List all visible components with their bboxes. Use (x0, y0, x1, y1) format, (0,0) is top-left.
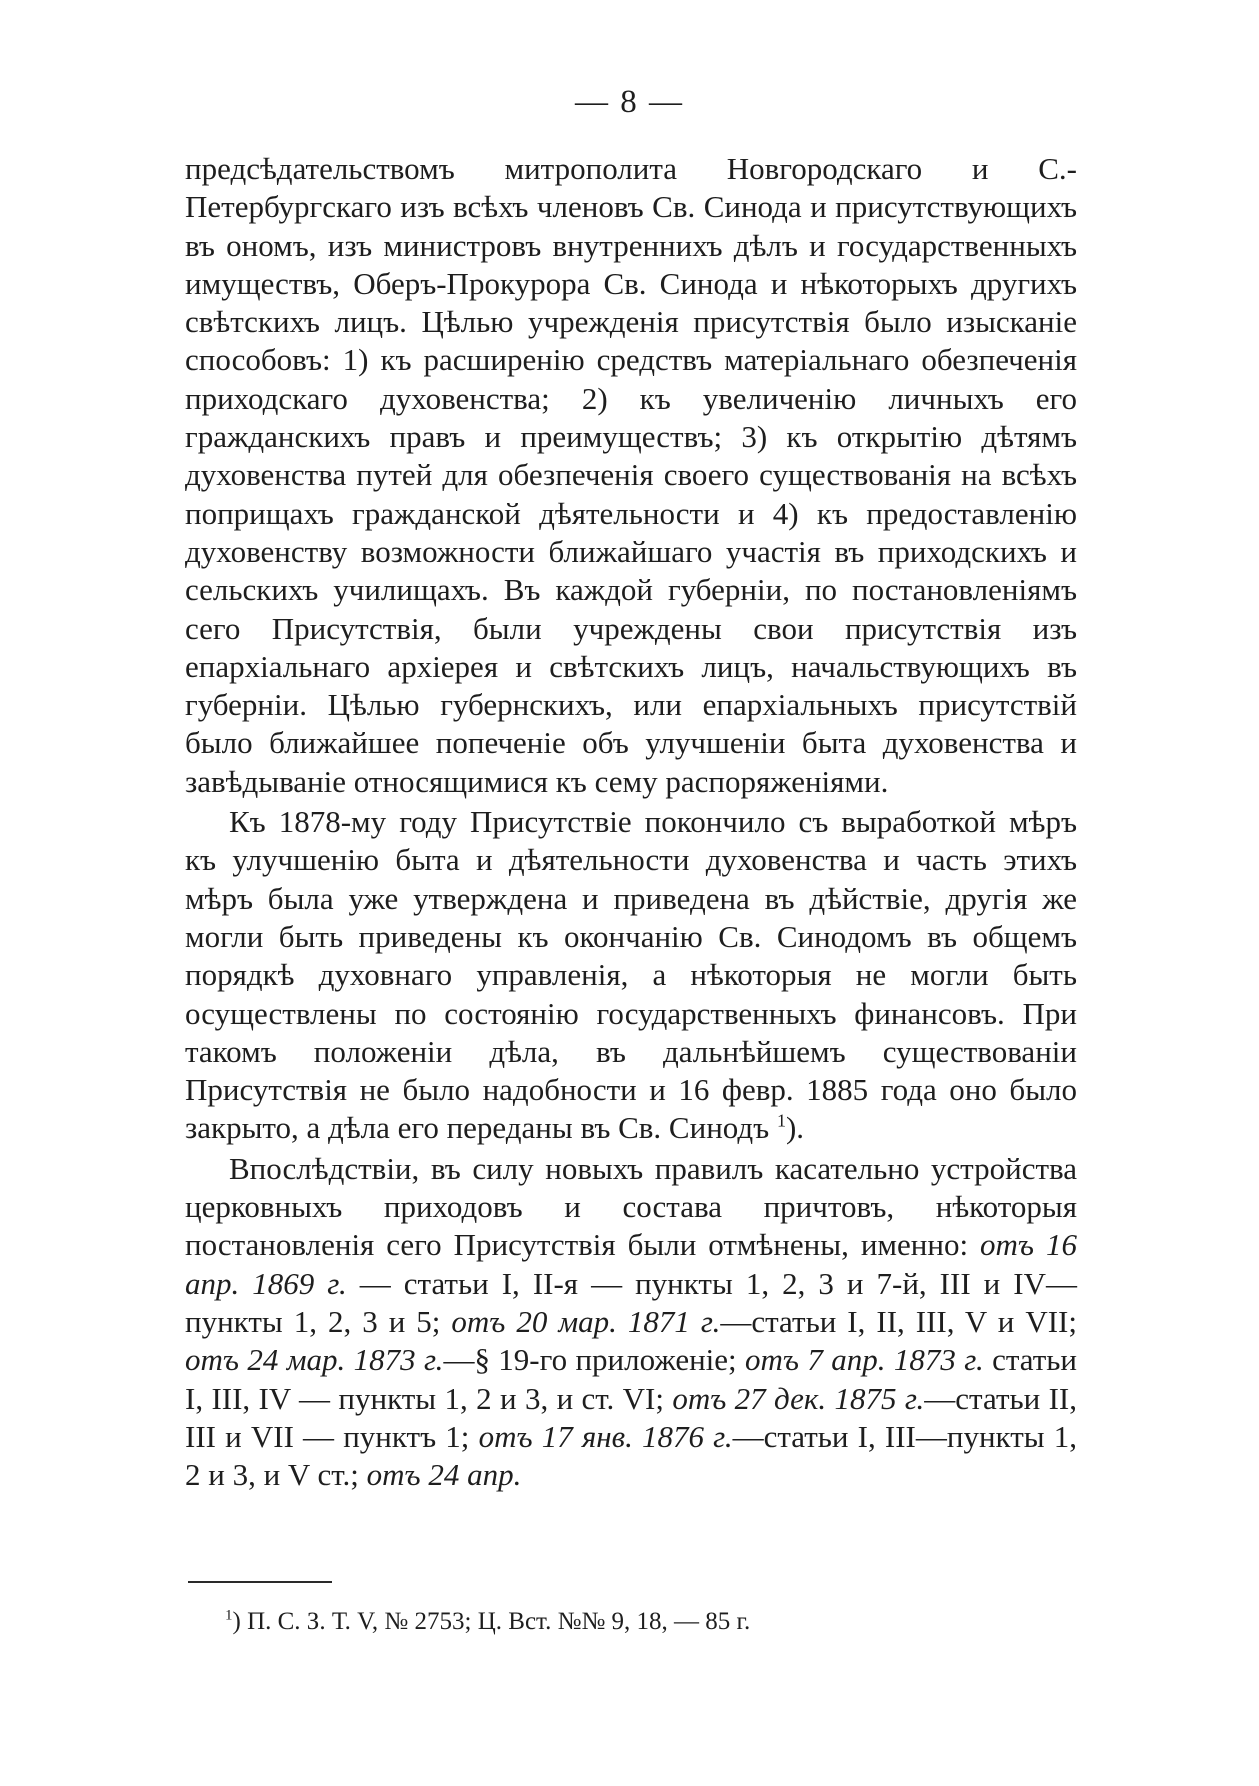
italic-date-reference: отъ 16 апр. 1869 г. (185, 1227, 1077, 1301)
text-run: статьи I, III, IV — пункты 1, 2 и 3, и ст. VI; (185, 1342, 1077, 1416)
italic-date-reference: отъ 20 мар. 1871 г. (451, 1303, 721, 1339)
paragraph (185, 1150, 1077, 1495)
footnote-reference: 1 (776, 1111, 786, 1132)
paragraph (185, 803, 1077, 1148)
italic-date-reference: отъ 24 мар. 1873 г. (185, 1342, 444, 1378)
text-run: —статьи I, III—пункты 1, 2 и 3, и V ст.; (185, 1418, 1077, 1493)
footnote-marker: 1 (225, 1607, 233, 1624)
body-text (185, 150, 1077, 1494)
text-run: —§ 19-го приложеніе; (443, 1342, 746, 1378)
text-run: —статьи I, II, III, V и VII; (720, 1303, 1077, 1339)
footnote-text: ) П. С. З. Т. V, № 2753; Ц. Вст. №№ 9, 18, — 85 г. (232, 1608, 751, 1635)
footnote (225, 1606, 750, 1638)
page-number: — 8 — (575, 84, 684, 120)
text-run: предсѣдательствомъ митрополита Новгородскаго и С.-Петербургскаго изъ всѣхъ членовъ Св. Синода и присутствующихъ въ ономъ, изъ министровъ внутреннихъ дѣлъ и государственныхъ имуществъ, Оберъ-Прокурора Св. Синода и нѣкоторыхъ другихъ свѣтскихъ лицъ. Цѣлью учрежденія присутствія было изысканіе способовъ: 1) къ расширенію средствъ матеріальнаго обезпеченія приходскаго духовенства; 2) къ увеличенію личныхъ его гражданскихъ правъ и преимуществъ; 3) къ открытію дѣтямъ духовенства путей для обезпеченія своего существованія на всѣхъ поприщахъ гражданской дѣятельности и 4) къ предоставленію духовенству возможности ближайшаго участія въ приходскихъ и сельскихъ училищахъ. Въ каждой губерніи, по постановленіямъ сего Присутствія, были учреждены свои присутствія изъ епархіальнаго архіерея и свѣтскихъ лицъ, начальствующихъ въ губерніи. Цѣлью губернскихъ, или епархіальныхъ присутствій было ближайшее попеченіе объ улучшеніи быта духовенства и завѣдываніе относящимися къ сему распоряженіями. (185, 151, 1077, 799)
footnote-divider (188, 1581, 332, 1583)
text-run: Къ 1878-му году Присутствіе покончило съ выработкой мѣръ къ улучшенію быта и дѣятельности духовенства и часть этихъ мѣръ была уже утверждена и приведена въ дѣйствіе, другія же могли быть приведены къ окончанію Св. Синодомъ въ общемъ порядкѣ духовнаго управленія, а нѣкоторыя не могли быть осуществлены по состоянію государственныхъ финансовъ. При такомъ положеніи дѣла, въ дальнѣйшемъ существованіи Присутствія не было надобности и 16 февр. 1885 года оно было закрыто, а дѣла его переданы въ Св. Синодъ (185, 804, 1077, 1146)
italic-date-reference: отъ 17 янв. 1876 г. (478, 1418, 733, 1454)
text-run: ). (785, 1110, 805, 1146)
italic-date-reference: отъ 27 дек. 1875 г. (672, 1380, 925, 1416)
text-run: Впослѣдствіи, въ силу новыхъ правилъ касательно устройства церковныхъ приходовъ и состава причтовъ, нѣкоторыя постановленія сего Присутствія были отмѣнены, именно: (185, 1150, 1077, 1263)
italic-date-reference: отъ 7 апр. 1873 г. (745, 1342, 984, 1378)
paragraph (185, 150, 1077, 801)
italic-date-reference: отъ 24 апр. (366, 1457, 522, 1493)
text-run: —статьи II, III и VII — пунктъ 1; (185, 1380, 1077, 1454)
text-run: — статьи I, II-я — пункты 1, 2, 3 и 7-й, III и IV—пункты 1, 2, 3 и 5; (185, 1265, 1077, 1339)
